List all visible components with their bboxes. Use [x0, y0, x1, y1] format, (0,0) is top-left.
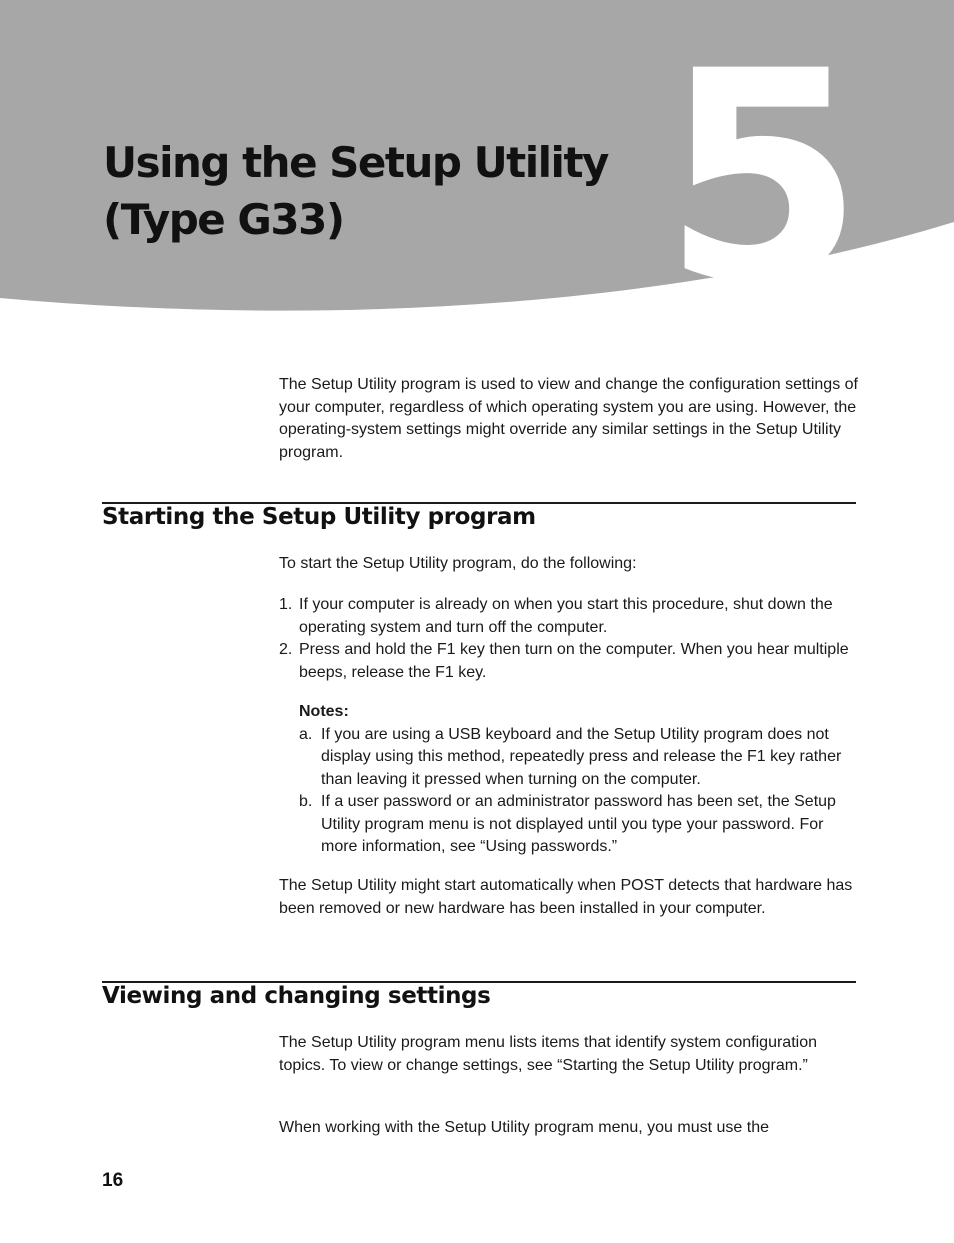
list-item-text: Press and hold the F1 key then turn on the computer. When you hear multiple beeps, release the F1 key.: [299, 641, 849, 681]
viewing-text-2: When working with the Setup Utility program menu, you must use the: [279, 1119, 769, 1136]
list-item-text: If you are using a USB keyboard and the Setup Utility program does not display using this method, repeatedly press and release the F1 key rather than leaving it pressed when turning on the computer.: [321, 725, 842, 788]
list-item: [279, 594, 859, 639]
list-item: [279, 639, 859, 684]
list-marker: 1.: [279, 596, 293, 613]
list-item-text: If a user password or an administrator password has been set, the Setup Utility program menu is not displayed until you type your password. For more information, see “Using passwords.”: [321, 793, 836, 855]
chapter-title-line-2: (Type G33): [103, 195, 344, 244]
viewing-paragraph-2: [279, 1117, 859, 1140]
section-heading-starting: Starting the Setup Utility program: [102, 504, 536, 530]
starting-lead-paragraph: [279, 553, 859, 576]
section-heading-viewing: Viewing and changing settings: [102, 983, 491, 1009]
notes-block: [299, 701, 859, 859]
list-item: [299, 724, 859, 792]
viewing-text-1: The Setup Utility program menu lists items that identify system configuration topics. To view or change settings, see “Starting the Setup Utility program.”: [279, 1034, 817, 1074]
list-item-text: If your computer is already on when you start this procedure, shut down the operating system and turn off the computer.: [299, 596, 833, 636]
intro-paragraph: [279, 374, 859, 464]
chapter-number: 5: [662, 10, 858, 320]
list-marker: b.: [299, 793, 313, 810]
starting-lead-text: To start the Setup Utility program, do the following:: [279, 555, 637, 572]
list-marker: 2.: [279, 641, 293, 658]
starting-closing-paragraph: [279, 875, 859, 920]
list-marker: a.: [299, 725, 313, 743]
intro-text: The Setup Utility program is used to view and change the configuration settings of your computer, regardless of which operating system you are using. However, the operating-system settings might override any similar settings in the Setup Utility program.: [279, 376, 858, 461]
starting-closing-text: The Setup Utility might start automatically when POST detects that hardware has been removed or new hardware has been installed in your computer.: [279, 877, 853, 917]
viewing-paragraph-1: [279, 1032, 859, 1077]
page-number: 16: [102, 1170, 124, 1191]
list-item: [299, 791, 859, 859]
notes-label: Notes:: [299, 703, 349, 720]
notes-list: [299, 724, 859, 859]
chapter-title: [103, 134, 608, 248]
steps-list: [279, 594, 859, 684]
chapter-title-line-1: Using the Setup Utility: [103, 138, 608, 187]
